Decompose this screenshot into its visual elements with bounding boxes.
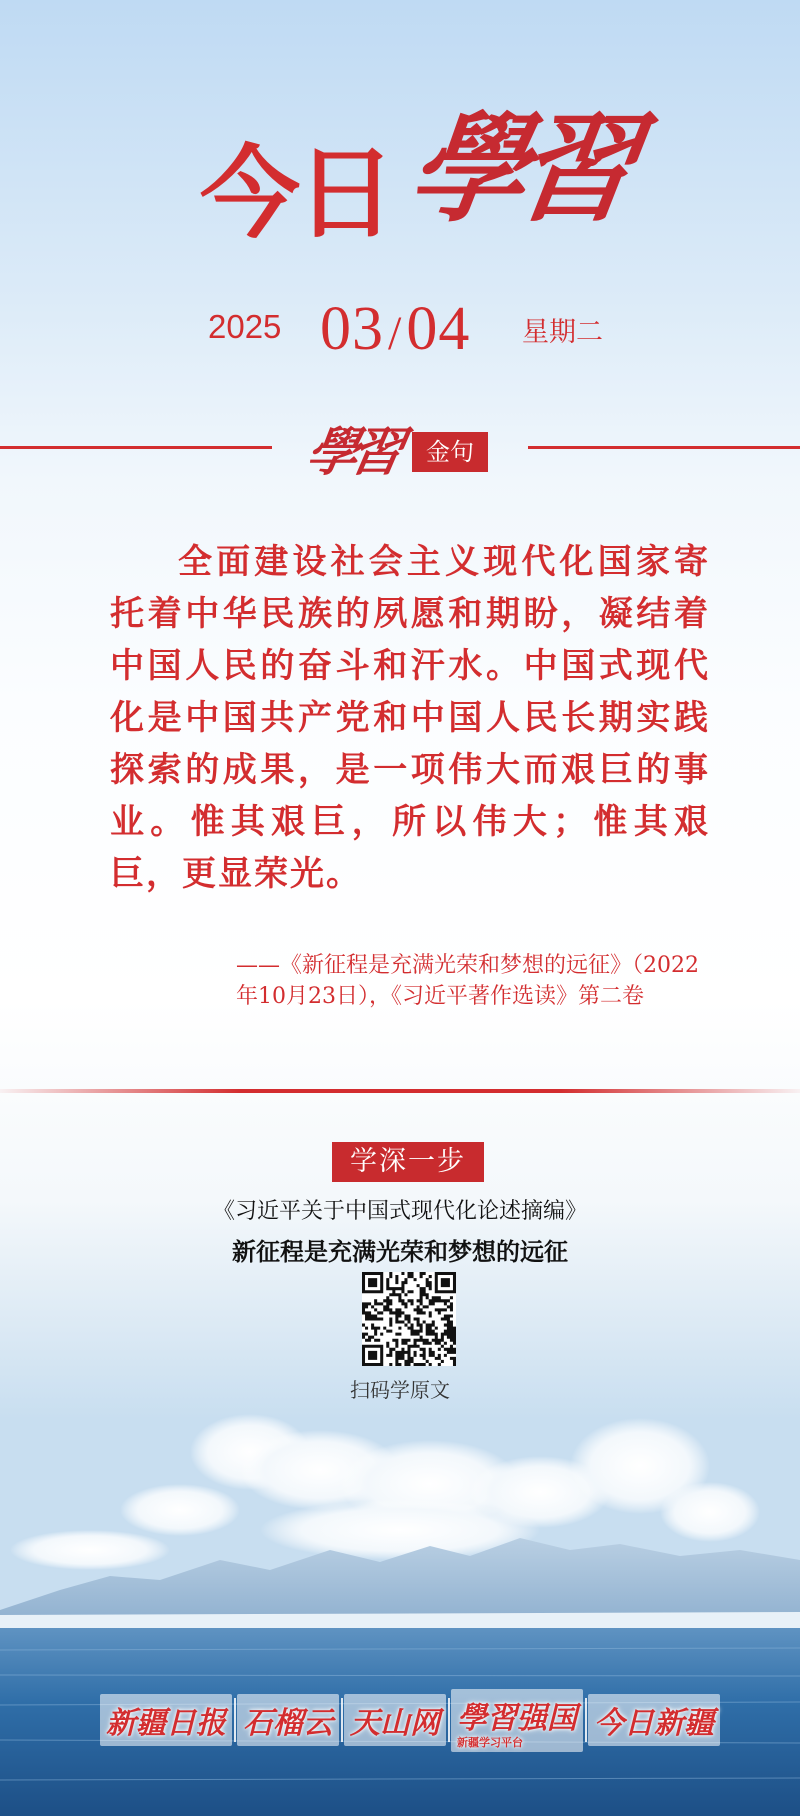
divider-line-right xyxy=(528,446,800,449)
logo-separator xyxy=(234,1698,236,1742)
logo-separator xyxy=(448,1698,450,1742)
date-weekday: 星期二 xyxy=(522,317,603,348)
book-title: 《习近平关于中国式现代化论述摘编》 xyxy=(212,1199,587,1224)
logo-xuexi-qiangguo[interactable] xyxy=(451,1689,583,1752)
divider-line-left xyxy=(0,446,272,449)
logo-separator xyxy=(341,1698,343,1742)
logo-tianshan-net[interactable]: 天山网 xyxy=(344,1694,446,1746)
section-divider xyxy=(0,410,800,483)
section-logo-xuexi: 學習 xyxy=(301,422,401,483)
clouds xyxy=(10,1414,760,1570)
shoreline xyxy=(0,1612,800,1630)
date-slash: / xyxy=(388,307,403,360)
logo-xuexi-qiangguo-label: 學習强国 xyxy=(457,1700,577,1736)
title-xuexi-calligraphy: 學習 xyxy=(400,99,636,238)
footer-logos xyxy=(100,1690,720,1750)
section-separator xyxy=(0,1089,800,1093)
logo-separator xyxy=(585,1698,587,1742)
learn-more-tag: 学深一步 xyxy=(332,1142,484,1182)
logo-xinjiang-daily[interactable]: 新疆日报 xyxy=(100,1694,232,1746)
title-jinri: 今日 xyxy=(200,135,392,252)
masthead xyxy=(0,99,800,274)
logo-shiliuyun[interactable]: 石榴云 xyxy=(237,1694,339,1746)
date-month: 03 xyxy=(320,295,384,363)
date-month-day xyxy=(320,294,470,365)
qr-code-image xyxy=(362,1272,456,1366)
article-title: 新征程是充满光荣和梦想的远征 xyxy=(232,1238,568,1266)
qr-code[interactable] xyxy=(362,1272,456,1366)
section-tag-jinju: 金句 xyxy=(412,432,488,472)
date-year: 2025 xyxy=(208,308,282,345)
date-day: 04 xyxy=(406,295,471,363)
qr-caption: 扫码学原文 xyxy=(350,1378,450,1402)
logo-xuexi-qiangguo-sub: 新疆学习平台 xyxy=(457,1735,523,1749)
lake-scenery-image xyxy=(0,1400,800,1816)
dateline xyxy=(0,295,800,363)
quote-source: ——《新征程是充满光荣和梦想的远征》（2022年10月23日），《习近平著作选读》第二卷 xyxy=(236,953,699,1009)
quote-text: 全面建设社会主义现代化国家寄托着中华民族的夙愿和期盼，凝结着中国人民的奋斗和汗水。中国式现代化是中国共产党和中国人民长期实践探索的成果，是一项伟大而艰巨的事业。惟其艰巨，所以伟大；惟其艰巨，更显荣光。 xyxy=(110,542,710,894)
logo-jinri-xinjiang[interactable]: 今日新疆 xyxy=(588,1694,720,1746)
